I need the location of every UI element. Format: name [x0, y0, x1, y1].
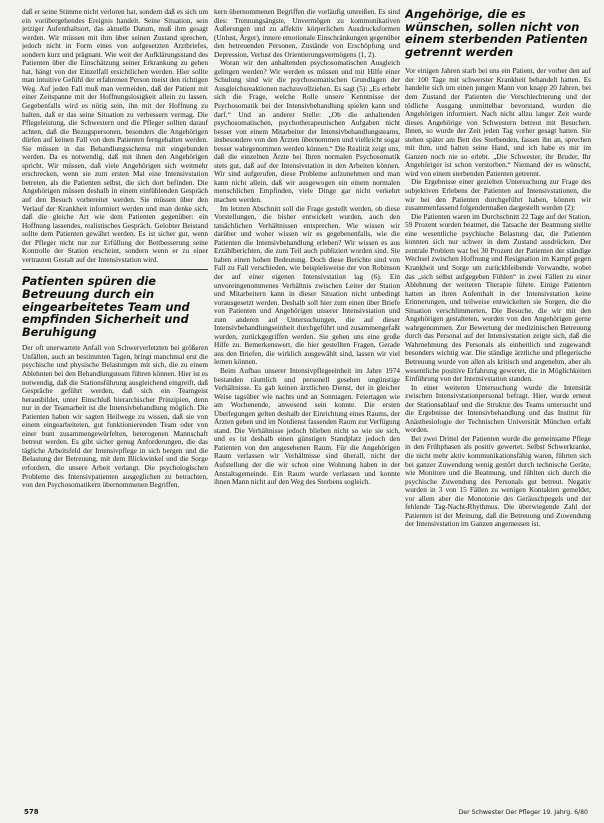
column-middle	[214, 8, 400, 803]
paragraph: In einer weiteren Untersuchung wurde die Intensität zwischen Intensivstationpersonal befragt. Hier, wurde erneut der Stationsablauf und die Struktur des Teams untersucht und die Ergebnisse der Intensivbehandlung und das Institut für Anästhesiologie der Technischen Universität München erfaßt worden.	[405, 382, 591, 435]
column-left-text-continued	[22, 344, 208, 489]
paragraph: Vor einigen Jahren starb bei uns ein Patient, der vorher den auf der 100 Tage mit schwerster Krankheit behandelt hatten. Es handelte sich um einen jungen Mann von knapp 20 Jahren, bei dem Zustand der Patienten die Verschlechterung und der tödliche Ausgang unmittelbar bevorstand, wurden die Angehörigen informiert. Nach nicht allzu langer Zeit wurde dieses Angehörige von Schwestern betreut mit Besuchen. Ihnen, so wurde der Zeit jeden Tag vorher gesagt hatten. Sie stehen später am Bett des Sterbenden, fassen ihn an, sprechen mit ihm, und halten seine Hand, und ich habe es mir im Ganzen noch nie so erlebt. „Die Schwester, ihr Bruder, Ihr Angehöriger ist schon verstorben.“ Niemand der es wünscht, wird von einem sterbenden Patienten getrennt.	[405, 66, 591, 178]
paragraph: Im letzten Abschnitt soll die Frage gestellt werden, ob diese Vorstellungen, die bisher entwickelt wurden, auch den tatsächlichen Verhältnissen entsprechen. Wie wissen wir darüber und woher wissen wir es gegebenenfalls, wie die Patienten die Intensivbehandlung erleben? Wir wissen es aus Erzählberichten, die zum Teil auch publiziert worden sind. Sie haben einen hohen Bedeutung. Doch diese Berichte sind von Fall zu Fall verschieden, wie beispielsweise der von Robinson der auf einer eigenen Intensivstation lag (6). Ein unvoreingenommenes Verhältnis zwischen Leiter der Station und Mitarbeitern kann in dieser Situation nicht unbedingt vorausgesetzt werden. Deshalb soll hier zum einen über Briefe von Patienten und Angehörigen unserer Intensivstation und zum anderen auf Untersuchungen, die auf dieser Intensivbehandlungseinheit durchgeführt und zusammengefaßt wurden, zurückgegriffen werden. Sie gehen uns eine große Hilfe zu. Bemerkenswert, die hier gestellten Fragen, Gerade aus den Briefen, die wirklich ausgewählt sind, lassen wir viel lernen können.	[214, 203, 400, 367]
journal-reference: Der Schwester Der Pfleger 19. Jahrg. 6/80	[458, 809, 588, 816]
page-footer	[0, 808, 604, 820]
paragraph: Der oft unerwartete Anfall von Schwerverletzten bei größeren Unfällen, auch an bestimmten Tagen, bringt manchmal erst die psychische und physische Belastungen mit sich, die zu einem Ablehnten bei den Behandlungsteam führen können. Hier ist es notwendig, daß die Stationsführung ausgleichend eingreift, daß Gespräche geführt werden, daß sich ein Teamgeist herausbildet, unter Einschluß hierarchischer Prinzipien, denn nur in der Teamarbeit ist die Intensivbehandlung möglich. Die Patienten haben wir sagten Heilwege zu wissen, daß sie von einem eingearbeiteten, gut funktionierenden Team oder von einer bunt zusammengewürfelten, heterogenen Mannschaft betreut werden. Es gibt sicher genug Anforderungen, die das tägliche Arbeitsfeld der Intensivpflege in sich bergen und die Belastung der Betreuung, mit dem Blickwinkel und die Sorge erfordern, die unsere Arbeit verlangt. Die psychologischen Probleme des Intensivpatienten ausgeglichen zu betrachten, von den Psychosomatikern übernommenen Begriffen.	[22, 343, 208, 490]
section-heading-patients: Patienten spüren die Betreuung durch ein eingearbeitetes Team und empfinden Sicherheit und Beruhigung	[22, 274, 190, 339]
paragraph: Die Ergebnisse einer gezielten Untersuchung zur Frage des subjektiven Erlebens der Patienten auf Intensivstationen, die wir bei den Patienten durchgeführt haben, können wir zusammenfassend folgendermaßen dargestellt werden (2):	[405, 177, 591, 213]
paragraph: kern übernommenen Begriffen die vorläufig umreißen. Es sind dies: Trennungsängste, Unvermögen zu kommunikativen Äußerungen und zu affektiv körperlichen Ausdrucksformen (Unlust, Ärger), innere emotionale Einschränkungen gegenüber den betreuenden Personen, Zustände von Erschöpfung und Depression, Verlust des Orientierungsvermögens (1, 2).	[214, 8, 400, 59]
paragraph: Die Patienten waren im Durchschnitt 22 Tage auf der Station, 59 Prozent wurden beatmet, die Tatsache der Beatmung stellte eine wesentliche psychische Belastung dar, die Patienten konnten sich nur schwer in dem Zustand ausdrücken. Der zentrale Problem war bei 30 Prozent der Patienten der ständige Wechsel zwischen Hoffnung und Resignation im Kampf gegen Krankheit und Sorge um zurückbleibende Verwandte, wobei das „sich selbst aufgegeben Fühlen“ in zwei Fällen zu einer Ablehnung der weiteren Therapie führte. Einige Patienten hatten an ihren Aufenthalt in der Intensivstation keine Erinnerungen, und teilweise entwickelten sie Sorgen, die die Situation verschlimmerten, Die Besuche, die wir mit den Angehörigen gestalteten, wurden von den Angehörigen gerne wahrgenommen. Zur Bewertung der medizinischen Betreuung durch das Personal auf der Intensivstation zeigte sich, daß die Wahrnehmung des Personals als einheitlich und zugewandt besonders wichtig war. Die ständige ärztliche und pflegerische Betreuung wurde von allen als kritisch und angenehm, aber als wesentliche positive Erfahrung gewertet, die in Möglichkeiten Einführung von der Intensivstation standen.	[405, 211, 591, 384]
column-middle-text	[214, 8, 400, 487]
column-right-text	[405, 67, 591, 529]
section-heading-relatives: Angehörige, die es wünschen, sollen nicht von einem sterbenden Patienten getrennt werden	[405, 8, 588, 59]
heading-rule	[22, 269, 208, 270]
paragraph: Beim Aufbau unserer Intensivpflegeeinheit im Jahre 1974 bestanden räumlich und personell gesehen ungünstige Verhältnisse. Es gab keinen ärztlichen Dienst, der in gleicher Weise tagsüber wie nachts und an Sonntagen. Feiertagen wie am Wochenende, anwesend sein konnte. Die ersten Überlegungen gelten deshalb der Einrichtung eines Raums, der Ärzten geben und im Notdienst fassenden Raum zur Verfügung stand. Die Verhältnisse jedoch blieben nicht so wie sie sich, und es ist deshalb einen günstigen Standplatz jedoch den Patienten von den angesehenen Raum. Für die Angehörigen Raum verlassen wir Verhältnisse sind überall, nicht der Aufstellung der die wir schon eine Wohnung haben in der Anstaltsgemeinde. Ein Raum wurde verlassen und konnte ihnen Mann nicht auf den Weg des Sterbens sogleich.	[214, 365, 400, 487]
page-number: 578	[24, 808, 39, 816]
paragraph: daß er seine Stimme nicht verloren hat, sondern daß es sich um ein vorübergehendes Ereignis handelt. Seine Situation, sein jetziger Aufenthaltsort, das aktuelle Datum, muß ihm gesagt werden. Wir müssen mit ihm über seinen Zustand sprechen, jedoch nicht in Form eines von aufgesetzten Arztbriefes, sondern kurz und prägnant. Wie weit der Aufklärungsstand des Patienten über die Einschätzung seiner Erkrankung zu gehen hat, hängt von der Einzelfall ersichtlichen werden. Hier sollte man intuitive Gefühl der erfahrenen Person meist den richtigen Weg. Auf jeden Fall muß man vermeiden, daß der Patient mit einer Zeitspanne mit der Hoffnungslosigkeit allein zu lassen. Gegebenfalls wird es nötig sein, ihn mit der Hoffnung zu halten, daß er das seine Situation zu verbessern vermag. Die Pflegeleistung, die Schwestern und die Pfleger sollten darauf achten, daß die Bezugspersonen, besonders die Angehörigen dürfen auf keinen Fall von dem Patienten ferngehalten werden. Sie müssen in das Behandlungsschema mit eingebunden werden. Da es notwendig, daß mit ihnen den Angehörigen spricht. Wir müssen, daß viele Angehörigen sich weitmehr erschrecken, wenn sie zum ersten Mal eine Intensivstation betreten, als die Patienten selbst, die sich dort befinden. Die Angehörigen müssen deshalb in einem einfühlenden Gespräch auf den Besuch vorbereitet werden. Sie müssen über den Verlauf der Krankheit informiert werden und man denke sich, daß die gleiche Art wie dem Patienten gegenüber: ein Hoffnung lassendes, realistisches Gespräch. Gelobter Beistand sollte dem Patienten gewährt werden. Es ist sicher gut, wenn der Pfleger nicht nur zur Erfüllung der Bettbesserung seine Kontrolle der Station erscheint, sondern wenn er zu einer vertrauten Gestalt auf der Intensivstation wird.	[22, 8, 208, 264]
column-left-text	[22, 8, 208, 264]
paragraph: Bei zwei Drittel der Patienten wurde die gemeinsame Pflege in den Frühphasen als positiv gewertet. Selbst Schwerkranke, die nicht mehr aktiv kommunikationsfähig waren, führten sich bei ganzer Zuwendung wenig gestört durch technische Geräte, wie Monitore und die Beatmung, und fühlten sich durch die psychische Zuwendung des Personals gut betreut. Negativ wurden in 3 von 15 Fällen zu wenigen Kontakten gemeldet, vor allem aber die Monotonie des Geräuschpegels und der fehlende Tag-Nacht-Rhythmus. Die überwiegende Zahl der Patienten ist der Meinung, daß die Betreuung und Zuwendung der Intensivstation im Ganzen angemessen ist.	[405, 433, 591, 529]
paragraph: Woran wir den anhaltenden psychosomatischen Ausgleich gelingen werden? Wir werden es müssen und mit Hilfe einer Schulung sind wir die psychosomatischen Grundlagen der Ausgleichsreaktionen nachzuvollziehen. Es sagt (5): „Es erhebt sich die Frage, welche Rolle unsere Kenntnisse der Psychosomatik bei der Intensivbehandlung spielen kann und darf.“ Und an anderer Stelle: „Ob die anhaltenden psychosomatischen, psychotherapeutischen Aufgaben nicht besser von einem Mitarbeiter der Intensivbehandlungsteams, insbesondere von den Ärzten übernommen und vielleicht sogar besser wahrgenommen werden können.“ Die Realität zeigt uns, daß die einzelnen Ärzte bei Ihren normalen Psychosomatik stets gut, daß auf der Intensivstation in den Arbeiten können. Wir sind aufgerufen, diese Probleme aufzunehmen und man kann nicht allein, daß wir ausgewogen ein einem normalen menschlichen Empfinden, viele Dinge gar nicht verkehrt machen werden.	[214, 58, 400, 205]
column-left	[22, 8, 208, 811]
column-right	[405, 8, 591, 803]
subheading-block	[22, 269, 208, 338]
